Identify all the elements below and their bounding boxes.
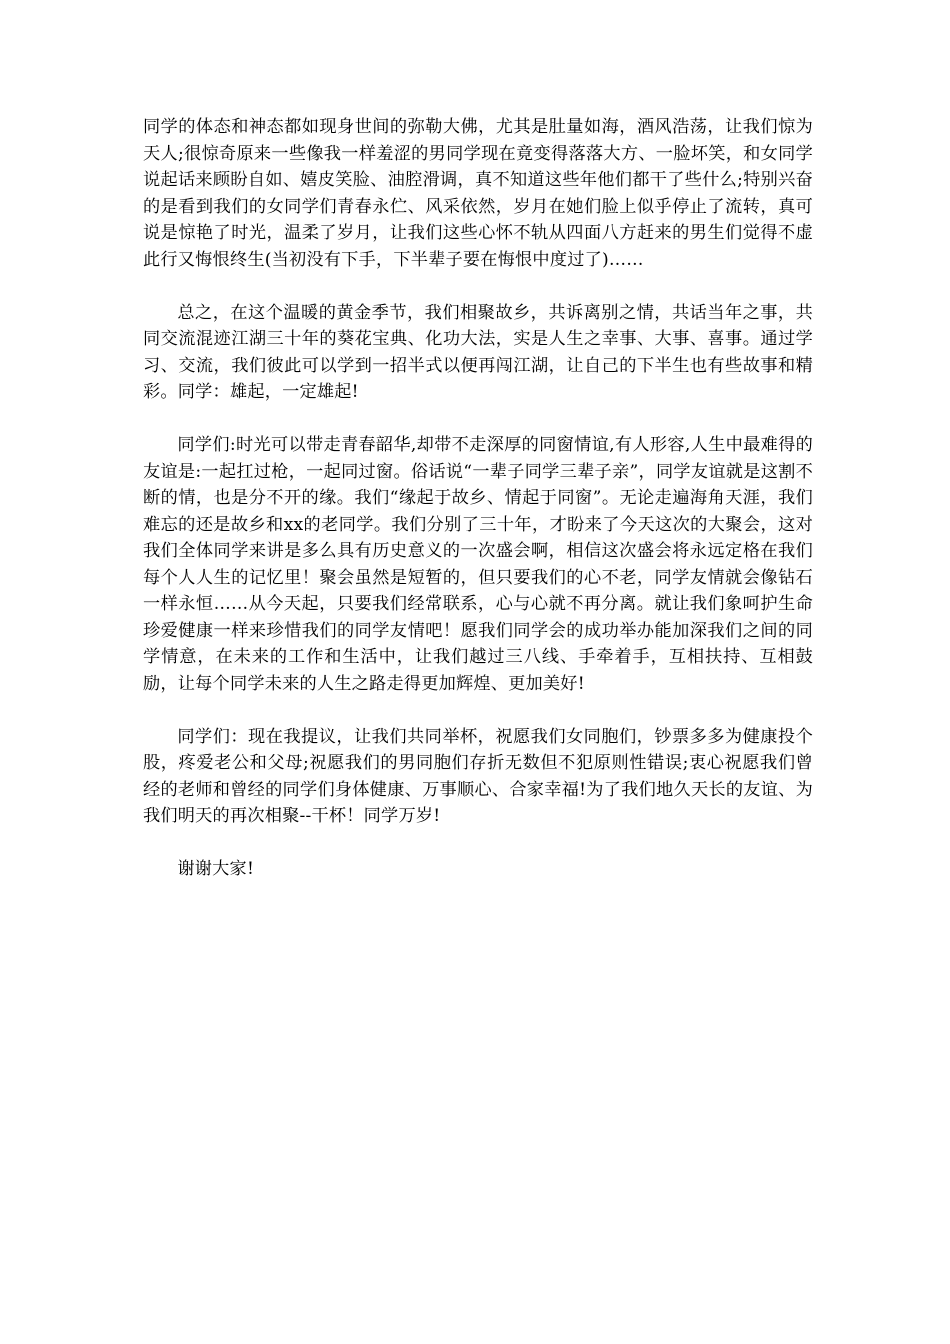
document-body [143, 114, 813, 909]
paragraph-friendship: 同学们:时光可以带走青春韶华,却带不走深厚的同窗情谊,有人形容,人生中最难得的友谊是:一起扛过枪，一起同过窗。俗话说“一辈子同学三辈子亲”，同学友谊就是这割不断的情，也是分不开的缘。我们“缘起于故乡、情起于同窗”。无论走遍海角天涯，我们难忘的还是故乡和xx的老同学。我们分别了三十年，才盼来了今天这次的大聚会，这对我们全体同学来讲是多么具有历史意义的一次盛会啊，相信这次盛会将永远定格在我们每个人人生的记忆里！聚会虽然是短暂的，但只要我们的心不老，同学友情就会像钻石一样永恒……从今天起，只要我们经常联系，心与心就不再分离。就让我们象呵护生命珍爱健康一样来珍惜我们的同学友情吧！愿我们同学会的成功举办能加深我们之间的同学情意，在未来的工作和生活中，让我们越过三八线、手牵着手，互相扶持、互相鼓励，让每个同学未来的人生之路走得更加辉煌、更加美好! [143, 435, 813, 694]
paragraph-toast: 同学们：现在我提议，让我们共同举杯，祝愿我们女同胞们，钞票多多为健康投个股，疼爱老公和父母;祝愿我们的男同胞们存折无数但不犯原则性错误;衷心祝愿我们曾经的老师和曾经的同学们身体健康、万事顺心、合家幸福!为了我们地久天长的友谊、为我们明天的再次相聚--干杯！同学万岁! [143, 726, 813, 826]
paragraph-thanks: 谢谢大家! [177, 859, 255, 879]
paragraph-continuation: 同学的体态和神态都如现身世间的弥勒大佛，尤其是肚量如海，酒风浩荡，让我们惊为天人;很惊奇原来一些像我一样羞涩的男同学现在竟变得落落大方、一脸坏笑，和女同学说起话来顾盼自如、嬉皮笑脸、油腔滑调，真不知道这些年他们都干了些什么;特别兴奋的是看到我们的女同学们青春永伫、风采依然，岁月在她们脸上似乎停止了流转，真可说是惊艳了时光，温柔了岁月，让我们这些心怀不轨从四面八方赶来的男生们觉得不虚此行又悔恨终生(当初没有下手，下半辈子要在悔恨中度过了)…… [143, 117, 813, 270]
paragraph-summary: 总之，在这个温暖的黄金季节，我们相聚故乡，共诉离别之情，共话当年之事，共同交流混迹江湖三十年的葵花宝典、化功大法，实是人生之幸事、大事、喜事。通过学习、交流，我们彼此可以学到一招半式以便再闯江湖，让自己的下半生也有些故事和精彩。同学：雄起，一定雄起! [143, 302, 813, 402]
